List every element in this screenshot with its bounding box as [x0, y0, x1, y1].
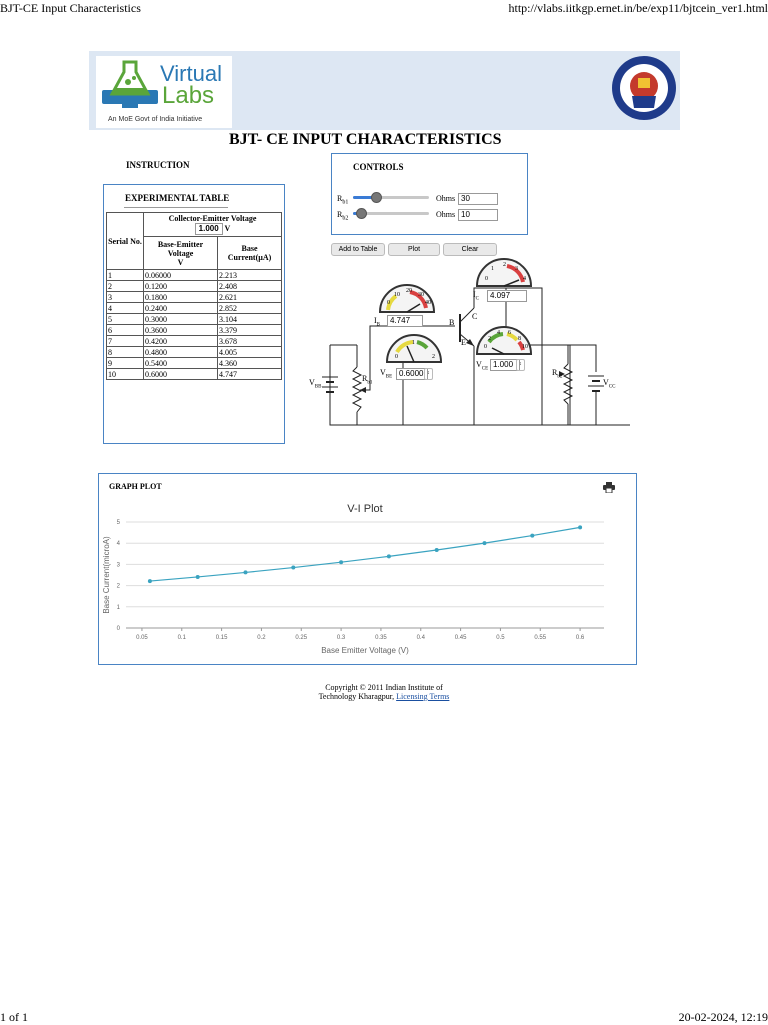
table-row: [107, 336, 282, 347]
table-row: [107, 314, 282, 325]
data-point: [578, 525, 582, 529]
table-cell-vbe: 0.4800: [144, 347, 218, 358]
licensing-terms-link[interactable]: Licensing Terms: [396, 692, 450, 701]
chart-title: V-I Plot: [347, 503, 383, 515]
table-cell-vbe: 0.5400: [144, 358, 218, 369]
table-cell-ib: 2.213: [218, 270, 282, 281]
x-tick-label: 0.2: [257, 635, 266, 641]
x-tick-label: 0.45: [454, 635, 467, 641]
data-point: [339, 560, 343, 564]
copyright-line1: Copyright © 2011 Indian Institute of: [325, 683, 443, 692]
vce-table-input[interactable]: 1.000: [195, 223, 223, 235]
y-tick-label: 2: [116, 583, 120, 590]
vi-plot-chart: [99, 496, 636, 662]
col-vbe: [144, 237, 218, 270]
table-cell-n: 3: [107, 292, 144, 303]
vcc-battery-icon: [588, 376, 604, 391]
data-point: [530, 534, 534, 538]
table-cell-ib: 2.408: [218, 281, 282, 292]
table-cell-n: 2: [107, 281, 144, 292]
print-title: BJT-CE Input Characteristics: [0, 1, 141, 15]
rb2-label: $R_{b2}$: [337, 210, 349, 222]
table-cell-ib: 4.747: [218, 369, 282, 380]
table-cell-n: 4: [107, 303, 144, 314]
ib-meter-ticks: 0 10 20 30 40: [387, 288, 431, 306]
printer-icon[interactable]: [603, 482, 615, 493]
rb1-unit: Ohms: [436, 194, 456, 203]
vbe-label: $V_{BE}$: [380, 368, 393, 380]
controls-heading: CONTROLS: [353, 162, 404, 172]
table-cell-vbe: 0.3000: [144, 314, 218, 325]
table-row: [107, 270, 282, 281]
table-row: [107, 325, 282, 336]
rb1-slider-thumb[interactable]: [371, 192, 382, 203]
rb1-circuit-label: $R_{b1}$: [362, 374, 373, 386]
copyright-footer: [300, 683, 468, 701]
ib-label: $I_B$: [374, 316, 381, 328]
x-axis-label: Base Emitter Voltage (V): [321, 646, 409, 655]
vce-readout: 1.000: [490, 359, 520, 371]
data-point: [435, 548, 439, 552]
instruction-link[interactable]: INSTRUCTION: [126, 160, 190, 170]
x-tick-label: 0.25: [295, 635, 308, 641]
col-serial: Serial No.: [107, 213, 144, 270]
iit-kgp-emblem-icon: [610, 52, 678, 128]
y-tick-label: 0: [116, 626, 120, 632]
col-vbe-label: Base-Emitter Voltage: [157, 239, 204, 258]
add-to-table-button[interactable]: Add to Table: [331, 243, 385, 256]
print-url: http://vlabs.iitkgp.ernet.in/be/exp11/bjtcein_ver1.html: [508, 1, 768, 15]
x-tick-label: 0.5: [496, 635, 505, 641]
plot-button[interactable]: Plot: [388, 243, 440, 256]
x-tick-label: 0.55: [534, 635, 547, 641]
x-tick-label: 0.4: [416, 635, 425, 641]
node-e-label: E: [461, 338, 466, 347]
vce-unit: V: [224, 224, 231, 233]
table-cell-ib: 2.621: [218, 292, 282, 303]
col-group-label: Collector-Emitter Voltage: [168, 214, 257, 223]
rb1-resistor-icon: [353, 367, 361, 412]
col-vbe-unit: V: [177, 257, 184, 267]
data-point: [291, 566, 295, 570]
data-point: [244, 570, 248, 574]
data-point: [148, 579, 152, 583]
vce-spinner[interactable]: ↕: [516, 359, 525, 371]
vce-meter-ticks: 0 2 4 6 8 10: [484, 330, 528, 350]
x-tick-label: 0.35: [375, 635, 387, 641]
table-cell-vbe: 0.1800: [144, 292, 218, 303]
data-point: [196, 575, 200, 579]
table-cell-ib: 4.360: [218, 358, 282, 369]
logo-word-virtual: Virtual: [160, 61, 222, 86]
table-row: [107, 281, 282, 292]
graph-plot-heading: GRAPH PLOT: [109, 482, 162, 491]
rb1-label: $R_{b1}$: [337, 194, 349, 206]
vbe-meter-ticks: 0 1 2: [395, 340, 435, 360]
vce-label: $V_{CE}$: [476, 360, 489, 372]
table-cell-n: 6: [107, 325, 144, 336]
series-line: [150, 527, 580, 581]
table-row: [107, 292, 282, 303]
table-cell-ib: 2.852: [218, 303, 282, 314]
x-tick-label: 0.1: [177, 635, 186, 641]
heading-rule: [124, 207, 228, 208]
rb2-slider-thumb[interactable]: [356, 208, 367, 219]
vcc-label: $V_{CC}$: [603, 378, 616, 390]
node-b-label: B: [449, 318, 455, 327]
table-row: [107, 358, 282, 369]
controls-panel: [331, 153, 528, 235]
logo-tagline: An MoE Govt of India Initiative: [108, 116, 203, 123]
x-tick-label: 0.15: [215, 635, 228, 641]
y-tick-label: 1: [116, 604, 120, 611]
table-cell-n: 5: [107, 314, 144, 325]
rb2-input[interactable]: 10: [458, 209, 498, 221]
logo-word-labs: Labs: [162, 82, 215, 109]
ic-readout: 4.097: [487, 290, 527, 302]
table-cell-vbe: 0.1200: [144, 281, 218, 292]
table-row: [107, 303, 282, 314]
experimental-table: [106, 212, 282, 380]
ib-readout: 4.747: [387, 315, 423, 327]
flask-icon: [100, 58, 160, 110]
col-group-vce: [144, 213, 282, 237]
y-tick-label: 5: [116, 520, 120, 526]
table-cell-vbe: 0.06000: [144, 270, 218, 281]
vbe-readout: 0.6000: [396, 368, 428, 380]
table-cell-ib: 4.005: [218, 347, 282, 358]
table-cell-n: 8: [107, 347, 144, 358]
table-cell-ib: 3.379: [218, 325, 282, 336]
table-row: [107, 347, 282, 358]
circuit-wires: [330, 288, 630, 425]
table-cell-n: 1: [107, 270, 144, 281]
rb2-resistor-icon: [564, 364, 572, 404]
page-title: BJT- CE INPUT CHARACTERISTICS: [229, 131, 502, 148]
copyright-line2: Technology Kharagpur,: [318, 692, 395, 701]
table-cell-ib: 3.678: [218, 336, 282, 347]
y-tick-label: 3: [116, 562, 120, 569]
table-cell-n: 9: [107, 358, 144, 369]
table-cell-vbe: 0.6000: [144, 369, 218, 380]
ic-meter-ticks: 0 1 2 3 4: [485, 262, 526, 282]
vbe-spinner[interactable]: ↕: [424, 368, 433, 380]
x-tick-label: 0.05: [136, 635, 148, 641]
rb2-unit: Ohms: [436, 210, 456, 219]
rb1-input[interactable]: 30: [458, 193, 498, 205]
table-cell-vbe: 0.3600: [144, 325, 218, 336]
clear-button[interactable]: Clear: [443, 243, 497, 256]
data-point: [387, 554, 391, 558]
ic-label: $I_C$: [473, 290, 480, 302]
col-ib: Base Current(µA): [218, 237, 282, 270]
print-datetime: 20-02-2024, 12:19: [678, 1010, 768, 1024]
graph-plot-panel: [98, 473, 637, 665]
table-cell-n: 7: [107, 336, 144, 347]
table-row: [107, 369, 282, 380]
vbb-label: $V_{BB}$: [309, 378, 322, 390]
x-tick-label: 0.3: [336, 635, 346, 641]
node-c-label: C: [472, 312, 478, 321]
table-cell-vbe: 0.4200: [144, 336, 218, 347]
table-cell-vbe: 0.2400: [144, 303, 218, 314]
table-cell-n: 10: [107, 369, 144, 380]
print-page-count: 1 of 1: [0, 1010, 28, 1024]
rb2-circuit-label: $R_{b2}$: [552, 368, 563, 380]
experimental-table-panel: [103, 184, 285, 444]
x-tick-label: 0.6: [575, 635, 585, 641]
table-cell-ib: 3.104: [218, 314, 282, 325]
data-point: [483, 541, 487, 545]
y-tick-label: 4: [116, 541, 120, 548]
y-axis-label: Base Current(microA): [102, 536, 111, 614]
experimental-table-heading: EXPERIMENTAL TABLE: [125, 193, 230, 203]
